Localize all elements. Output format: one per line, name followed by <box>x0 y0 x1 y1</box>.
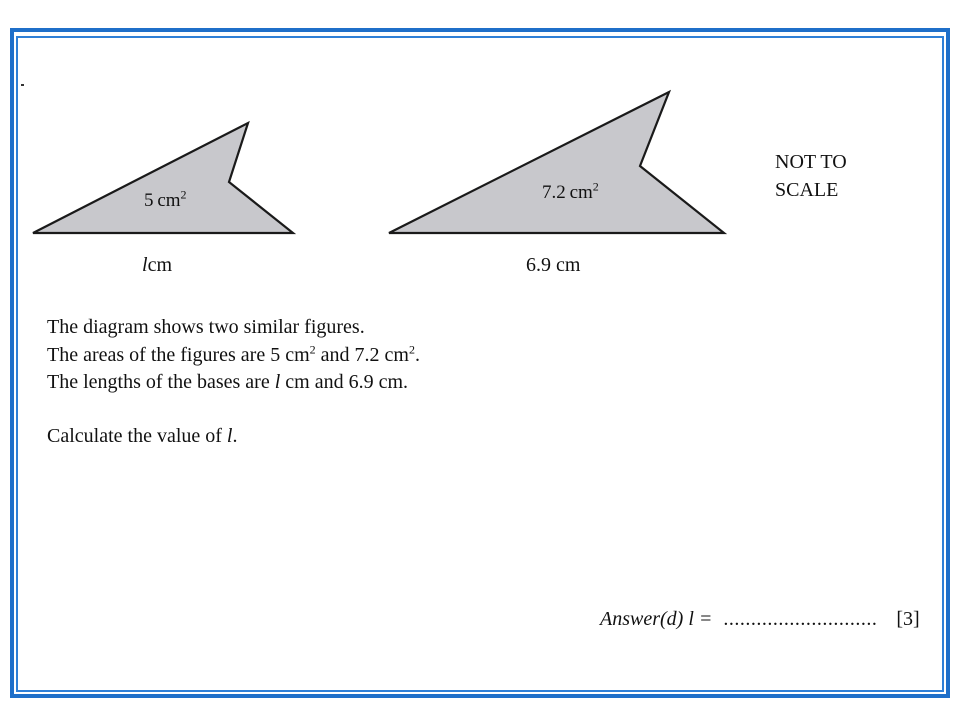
statement-line-2: The areas of the figures are 5 $cm^2$ and 7.2 $cm^2$. <box>47 341 420 366</box>
large-figure-base-label: 6.9 cm <box>526 254 581 276</box>
not-to-scale-note: NOT TO SCALE <box>775 151 847 201</box>
answer-blank[interactable]: ............................ <box>723 608 878 630</box>
statement-line-1: The diagram shows two similar figures. <box>47 316 365 338</box>
answer-label: Answer(d) l = <box>600 608 713 630</box>
problem-statement <box>47 314 420 397</box>
small-figure-base-label: lcm <box>142 254 172 276</box>
answer-line <box>600 608 920 631</box>
marks-label: [3] <box>896 608 920 630</box>
question-text: Calculate the value of l. <box>47 425 238 447</box>
small-figure-area-label: 5 $cm^2$ <box>144 187 187 211</box>
large-figure <box>389 92 724 233</box>
statement-line-3: The lengths of the bases are l cm and 6.9 cm. <box>47 371 409 393</box>
small-figure <box>33 123 293 233</box>
large-figure-area-label: 7.2 $cm^2$ <box>542 179 599 203</box>
